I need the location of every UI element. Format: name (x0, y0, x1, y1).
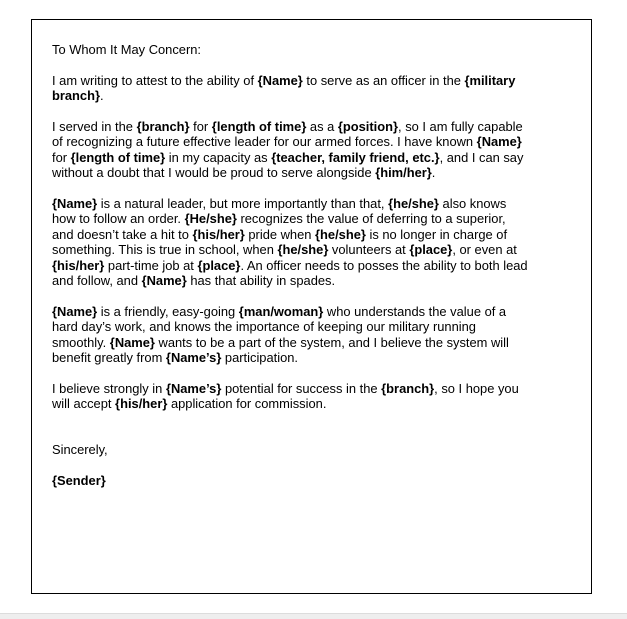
paragraph-text: , or even at (452, 242, 517, 258)
paragraph-text: for (52, 149, 71, 165)
placeholder-field: {his/her} (52, 257, 105, 273)
paragraph-text: is a friendly, easy-going (97, 303, 239, 319)
paragraph-text: recognizes the value of deferring to a superior, and doesn’t take a hit to (52, 211, 506, 242)
placeholder-field: {teacher, family friend, etc.} (271, 149, 440, 165)
paragraph-text: who understands the value of a hard day’s work, and knows the importance of keeping our military running smoothly. (52, 303, 507, 350)
placeholder-field: {Name} (109, 334, 155, 350)
placeholder-field: {place} (197, 257, 241, 273)
paragraph-text: is a natural leader, but more importantly than that, (97, 196, 389, 212)
placeholder-field: {branch} (136, 119, 190, 134)
paragraph-text: I believe strongly in (52, 380, 166, 396)
closing: Sincerely, (52, 442, 108, 458)
paragraph-3 (52, 196, 530, 288)
paragraph-text: application for commission. (167, 396, 327, 412)
sender-name: {Sender} (52, 473, 106, 489)
placeholder-field: {Name’s} (165, 380, 222, 396)
paragraph-text: volunteers at (328, 242, 410, 258)
letter-body (52, 42, 530, 504)
paragraph-text: , and I can say without a doubt that I would be proud to serve alongside (52, 149, 524, 181)
paragraph-text: , so I hope you will accept (52, 380, 519, 412)
paragraph-text: for (189, 119, 212, 134)
placeholder-field: {Name} (141, 273, 187, 289)
paragraph-text: . (100, 88, 104, 104)
paragraph-text: . An officer needs to posses the ability to both lead and follow, and (52, 257, 528, 289)
paragraph-text: wants to be a part of the system, and I believe the system will benefit greatly from (52, 334, 509, 366)
placeholder-field: {Name} (52, 303, 98, 319)
paragraph-2 (52, 119, 530, 181)
placeholder-field: {length of time} (211, 119, 307, 134)
paragraph-text: , so I am fully capable of recognizing a future effective leader for our armed forces. I have known (52, 119, 523, 150)
placeholder-field: {Name} (257, 72, 303, 88)
placeholder-field: {He/she} (184, 211, 237, 227)
placeholder-field: {he/she} (388, 196, 439, 212)
paragraph-text: in my capacity as (165, 149, 272, 165)
placeholder-field: {he/she} (315, 226, 366, 242)
placeholder-field: {man/woman} (238, 303, 324, 319)
placeholder-field: {military branch} (52, 72, 516, 104)
placeholder-field: {he/she} (277, 242, 329, 258)
placeholder-field: {position} (337, 119, 399, 134)
page-bottom-edge (0, 613, 627, 619)
paragraph-text: part-time job at (104, 257, 198, 273)
placeholder-field: {Name} (52, 196, 98, 212)
salutation: To Whom It May Concern: (52, 42, 202, 57)
paragraph-text: to serve as an officer in the (302, 72, 465, 88)
paragraph-text: pride when (244, 226, 316, 242)
paragraph-text: I am writing to attest to the ability of (52, 72, 258, 88)
placeholder-field: {length of time} (70, 149, 166, 165)
paragraph-5 (52, 381, 530, 412)
paragraph-text: potential for success in the (221, 380, 382, 396)
paragraph-text: participation. (221, 350, 299, 366)
placeholder-field: {him/her} (375, 165, 432, 181)
placeholder-field: {his/her} (115, 396, 168, 412)
placeholder-field: {branch} (381, 380, 435, 396)
paragraph-text: I served in the (52, 119, 137, 134)
placeholder-field: {place} (409, 242, 453, 258)
paragraph-1 (52, 73, 530, 104)
paragraph-text: as a (306, 119, 338, 134)
placeholder-field: {his/her} (192, 226, 245, 242)
paragraph-4 (52, 304, 530, 366)
paragraph-text: has that ability in spades. (186, 273, 336, 289)
paragraph-text: is no longer in charge of something. This is true in school, when (52, 226, 508, 258)
paragraph-text: also knows how to follow an order. (52, 196, 507, 227)
sender-signature (52, 473, 530, 488)
placeholder-field: {Name’s} (165, 350, 222, 366)
paragraph-text: . (431, 165, 436, 181)
placeholder-field: {Name} (476, 134, 522, 150)
letter-paragraphs (52, 73, 530, 412)
